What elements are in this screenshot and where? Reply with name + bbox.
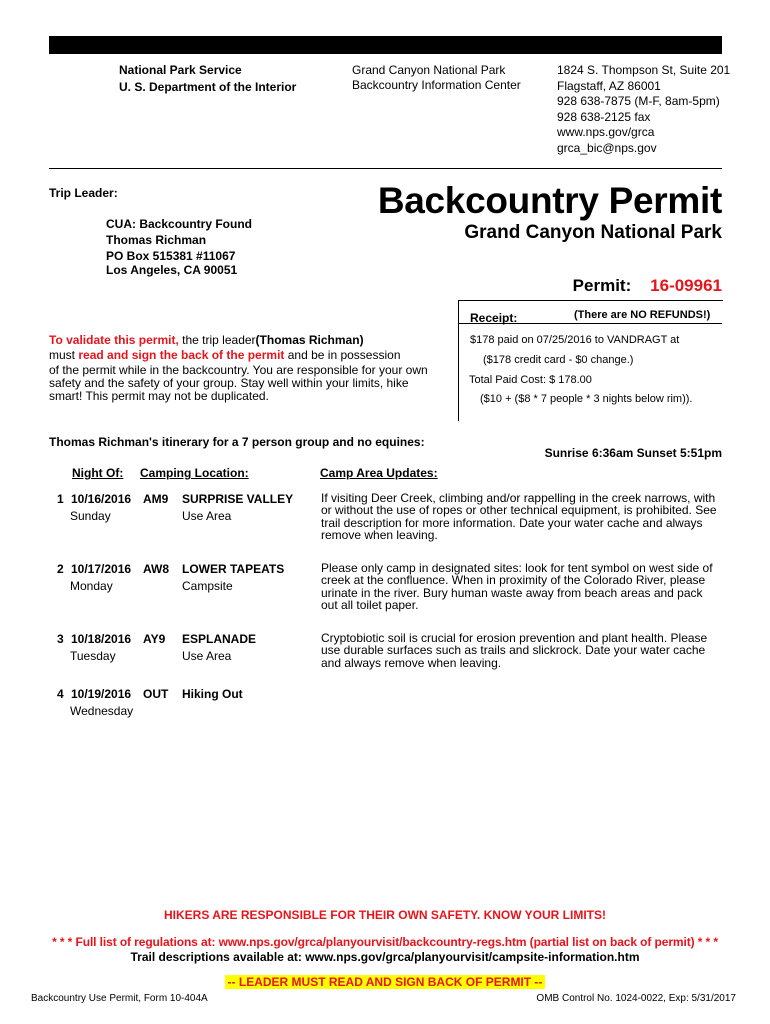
leader-line: CUA: Backcountry Found <box>106 217 253 231</box>
row-code: OUT <box>143 687 169 701</box>
row-code: AW8 <box>143 562 170 576</box>
omb-control: OMB Control No. 1024-0022, Exp: 5/31/2017 <box>536 993 736 1004</box>
no-refunds-notice: (There are NO REFUNDS!) <box>574 309 711 321</box>
leader-sign-notice <box>0 975 770 990</box>
trail-descriptions-notice: Trail descriptions available at: www.nps.gov/grca/planyourvisit/campsite-information.htm <box>130 950 640 964</box>
leader-line: Thomas Richman <box>106 232 207 247</box>
sun-times: Sunrise 6:36am Sunset 5:51pm <box>544 446 722 460</box>
row-site-name: LOWER TAPEATS <box>182 562 285 576</box>
row-number: 4 <box>57 687 64 701</box>
update-line: or without the use of ropes or other technical equipment, is prohibited. See <box>321 503 717 518</box>
row-day: Sunday <box>70 509 111 523</box>
page-subtitle: Grand Canyon National Park <box>464 222 722 243</box>
validate-text-1: the trip leader <box>182 333 256 347</box>
validate-text-3: and be in possession <box>287 348 401 362</box>
update-line: If visiting Deer Creek, climbing and/or rappelling in the creek narrows, with <box>321 491 716 505</box>
update-line: urinate in the river. Bury human waste away from beach areas and pack <box>321 585 703 600</box>
permit-id <box>573 276 722 296</box>
trip-leader-label: Trip Leader: <box>49 186 118 200</box>
validate-line: safety and the safety of your group. Stay well within your limits, hike <box>49 376 409 390</box>
website-link[interactable]: www.nps.gov/grca <box>557 125 655 139</box>
row-site-name: ESPLANADE <box>182 632 257 646</box>
permit-label: Permit: <box>572 276 632 295</box>
row-update <box>321 562 713 612</box>
col-camp-updates: Camp Area Updates: <box>320 466 438 480</box>
receipt-label: Receipt: <box>470 311 518 325</box>
col-night-of: Night Of: <box>72 466 124 480</box>
update-line: Please only camp in designated sites: look for tent symbol on west side of <box>321 561 713 575</box>
regulations-notice: * * * Full list of regulations at: www.nps.gov/grca/planyourvisit/backcountry-regs.htm (partial list on back of permit) * * * <box>52 935 718 949</box>
update-line: remove when leaving. <box>321 528 438 543</box>
address-line: 928 638-2125 fax <box>557 109 651 124</box>
validate-line-1 <box>49 333 364 348</box>
validate-paragraph <box>49 364 428 403</box>
contact-address <box>557 63 730 156</box>
row-day: Tuesday <box>70 649 116 663</box>
update-line: trail description for more information. Date your water cache and always <box>321 515 703 530</box>
validate-line-2 <box>49 348 401 363</box>
row-day: Monday <box>70 579 113 593</box>
safety-notice: HIKERS ARE RESPONSIBLE FOR THEIR OWN SAFETY. KNOW YOUR LIMITS! <box>163 908 607 922</box>
row-code: AY9 <box>143 632 166 646</box>
update-line: out all toilet paper. <box>321 598 419 613</box>
validate-text-2: must <box>49 348 76 362</box>
permit-number: 16-09961 <box>650 276 722 295</box>
row-site-name: Hiking Out <box>182 687 243 701</box>
address-line: 928 638-7875 (M-F, 8am-5pm) <box>557 94 720 108</box>
trip-leader-address <box>106 217 252 278</box>
header-black-bar <box>49 36 722 54</box>
leader-name: (Thomas Richman) <box>255 333 364 347</box>
row-date: 10/16/2016 <box>71 492 132 506</box>
receipt-line-2: ($178 credit card - $0 change.) <box>483 354 634 366</box>
row-day: Wednesday <box>70 704 134 718</box>
leader-line: PO Box 515381 #11067 <box>106 249 236 263</box>
row-date: 10/19/2016 <box>71 687 132 701</box>
leader-sign-highlight: -- LEADER MUST READ AND SIGN BACK OF PERMIT -- <box>225 975 546 989</box>
header-divider <box>49 168 722 169</box>
leader-line: Los Angeles, CA 90051 <box>106 262 238 277</box>
address-line: Flagstaff, AZ 86001 <box>557 78 661 93</box>
row-date: 10/18/2016 <box>71 632 132 646</box>
receipt-line-1: $178 paid on 07/25/2016 to VANDRAGT at <box>470 334 680 346</box>
row-number: 3 <box>57 632 64 646</box>
validate-red-2: read and sign the back of the permit <box>78 348 285 362</box>
validate-line: of the permit while in the backcountry. You are responsible for your own <box>49 363 428 377</box>
row-code: AM9 <box>143 492 169 506</box>
row-site-type: Campsite <box>182 579 233 593</box>
receipt-line-3: Total Paid Cost: $ 178.00 <box>469 374 592 386</box>
update-line: creek at the confluence. When in proximity of the Colorado River, please <box>321 573 706 588</box>
email-link[interactable]: grca_bic@nps.gov <box>557 140 657 155</box>
validate-red-1: To validate this permit, <box>49 333 179 347</box>
update-line: Cryptobiotic soil is crucial for erosion prevention and plant health. Please <box>321 631 708 645</box>
row-number: 1 <box>57 492 64 506</box>
row-number: 2 <box>57 562 64 576</box>
receipt-line-4: ($10 + ($8 * 7 people * 3 nights below rim)). <box>480 393 693 405</box>
itinerary-heading: Thomas Richman's itinerary for a 7 person group and no equines: <box>49 435 425 449</box>
validate-line: smart! This permit may not be duplicated. <box>49 389 269 403</box>
row-update <box>321 492 717 542</box>
update-line: and always remove when leaving. <box>321 655 502 670</box>
form-number: Backcountry Use Permit, Form 10-404A <box>31 993 208 1004</box>
row-site-type: Use Area <box>182 649 232 663</box>
col-camping-location: Camping Location: <box>140 466 249 480</box>
agency-line-1: National Park Service <box>119 63 242 77</box>
agency-line-2: U. S. Department of the Interior <box>119 80 297 94</box>
page-title: Backcountry Permit <box>377 180 722 221</box>
address-line: 1824 S. Thompson St, Suite 201 <box>557 63 731 77</box>
update-line: use durable surfaces such as trails and slickrock. Date your water cache <box>321 643 706 658</box>
row-date: 10/17/2016 <box>71 562 132 576</box>
info-center: Backcountry Information Center <box>352 78 521 92</box>
row-site-type: Use Area <box>182 509 232 523</box>
row-site-name: SURPRISE VALLEY <box>182 492 294 506</box>
row-update <box>321 632 707 669</box>
park-name: Grand Canyon National Park <box>352 63 506 77</box>
